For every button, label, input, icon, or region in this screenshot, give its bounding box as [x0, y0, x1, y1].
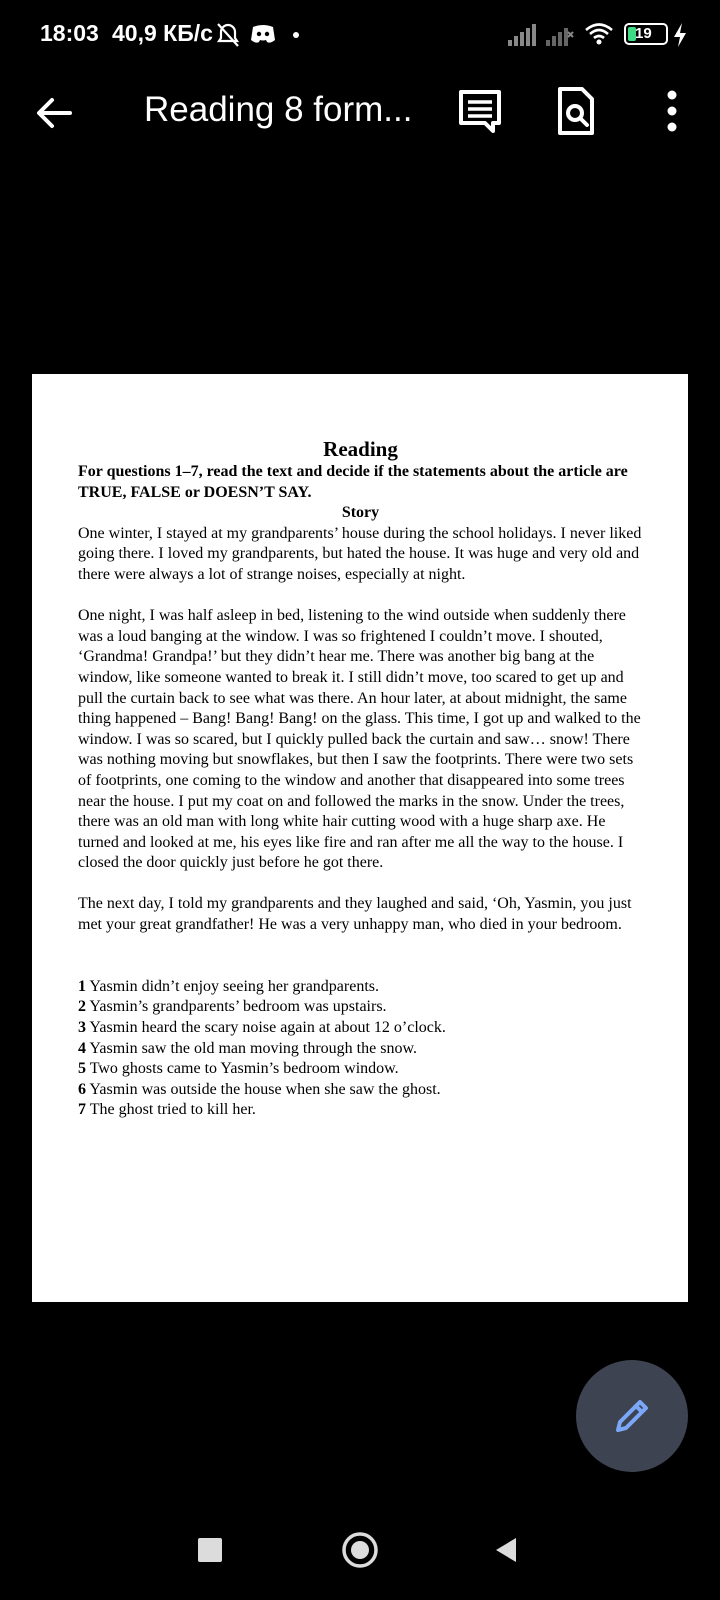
find-in-document-icon[interactable] [550, 85, 602, 137]
question-text: Two ghosts came to Yasmin’s bedroom window. [89, 1060, 399, 1078]
recents-square-icon[interactable] [198, 1538, 222, 1562]
question-text: Yasmin didn’t enjoy seeing her grandparents. [89, 977, 379, 995]
doc-story-label: Story [341, 504, 380, 522]
question-list [78, 977, 643, 1121]
pencil-edit-icon [612, 1396, 652, 1436]
question-item [78, 977, 643, 998]
question-number: 6 [78, 1080, 86, 1098]
document-content [78, 436, 643, 1121]
muted-alarm-icon [216, 22, 240, 48]
system-nav-bar [0, 1510, 720, 1600]
home-circle-icon[interactable] [340, 1530, 380, 1570]
question-number: 4 [78, 1039, 86, 1057]
document-page[interactable] [32, 374, 688, 1302]
story-paragraph: The next day, I told my grandparents and they laughed and said, ‘Oh, Yasmin, you just met your great grandfather! He was a very unhappy man, who died in your bedroom. [78, 895, 632, 934]
dot-icon [292, 31, 300, 39]
status-time: 18:03 [40, 20, 99, 46]
story-paragraph: One night, I was half asleep in bed, listening to the wind outside when suddenly there was a loud banging at the window. I was so frightened I couldn’t move. I shouted, ‘Grandma! Grandpa!’ but they didn’t hear me. There was another big bang at the window, like someone wanted to break it. I still didn’t move, too scared to get up and pull the curtain back to see what was there. An hour later, at about midnight, the same thing happened – Bang! Bang! Bang! on the glass. This time, I got up and walked to the window. I was so scared, but I quickly pulled back the curtain and saw… snow! There was nothing moving but snowflakes, but then I saw the footprints. There were two sets of footprints, one coming to the window and another that disappeared into some trees near the house. I put my coat on and followed the marks in the snow. Under the trees, there was an old man with long white hair cutting wood with a huge sharp axe. He turned and looked at me, his eyes like fire and ran after me all the way to the house. I closed the door quickly just before he got there. [78, 607, 641, 872]
story-paragraph: One winter, I stayed at my grandparents’ house during the school holidays. I never liked going there. I loved my grandparents, but hated the house. It was huge and very old and there were always a lot of strange noises, especially at night. [78, 524, 642, 583]
question-number: 3 [78, 1019, 86, 1037]
signal-icon [508, 24, 536, 46]
signal-no-service-icon [546, 24, 574, 46]
edit-fab-button[interactable] [576, 1360, 688, 1472]
question-text: The ghost tried to kill her. [89, 1101, 256, 1119]
doc-instructions: For questions 1–7, read the text and decide if the statements about the article are TRUE, FALSE or DOESN’T SAY. [78, 463, 628, 501]
question-item [78, 1018, 643, 1039]
question-number: 7 [78, 1101, 86, 1119]
question-item [78, 1100, 643, 1121]
question-item [78, 1039, 643, 1060]
more-vert-icon[interactable] [646, 85, 698, 137]
discord-icon [250, 23, 276, 45]
question-number: 1 [78, 977, 86, 995]
question-text: Yasmin’s grandparents’ bedroom was upstairs. [89, 998, 387, 1016]
question-number: 5 [78, 1060, 86, 1078]
question-text: Yasmin heard the scary noise again at about 12 o’clock. [89, 1019, 446, 1037]
back-arrow-icon[interactable] [30, 88, 80, 138]
back-triangle-icon[interactable] [494, 1536, 518, 1564]
battery-icon [624, 23, 668, 45]
question-item [78, 1059, 643, 1080]
doc-heading: Reading [323, 437, 398, 461]
battery-percent: 19 [635, 25, 652, 42]
comment-icon[interactable] [454, 85, 506, 137]
charging-icon [672, 22, 688, 48]
question-text: Yasmin was outside the house when she saw the ghost. [89, 1080, 441, 1098]
status-bar [0, 0, 720, 70]
app-bar [0, 70, 720, 154]
document-title: Reading 8 form... [144, 90, 413, 129]
question-text: Yasmin saw the old man moving through the snow. [89, 1039, 417, 1057]
question-item [78, 997, 643, 1018]
wifi-icon [584, 22, 614, 46]
question-item [78, 1080, 643, 1101]
status-network-speed: 40,9 КБ/с [112, 20, 213, 46]
question-number: 2 [78, 998, 86, 1016]
